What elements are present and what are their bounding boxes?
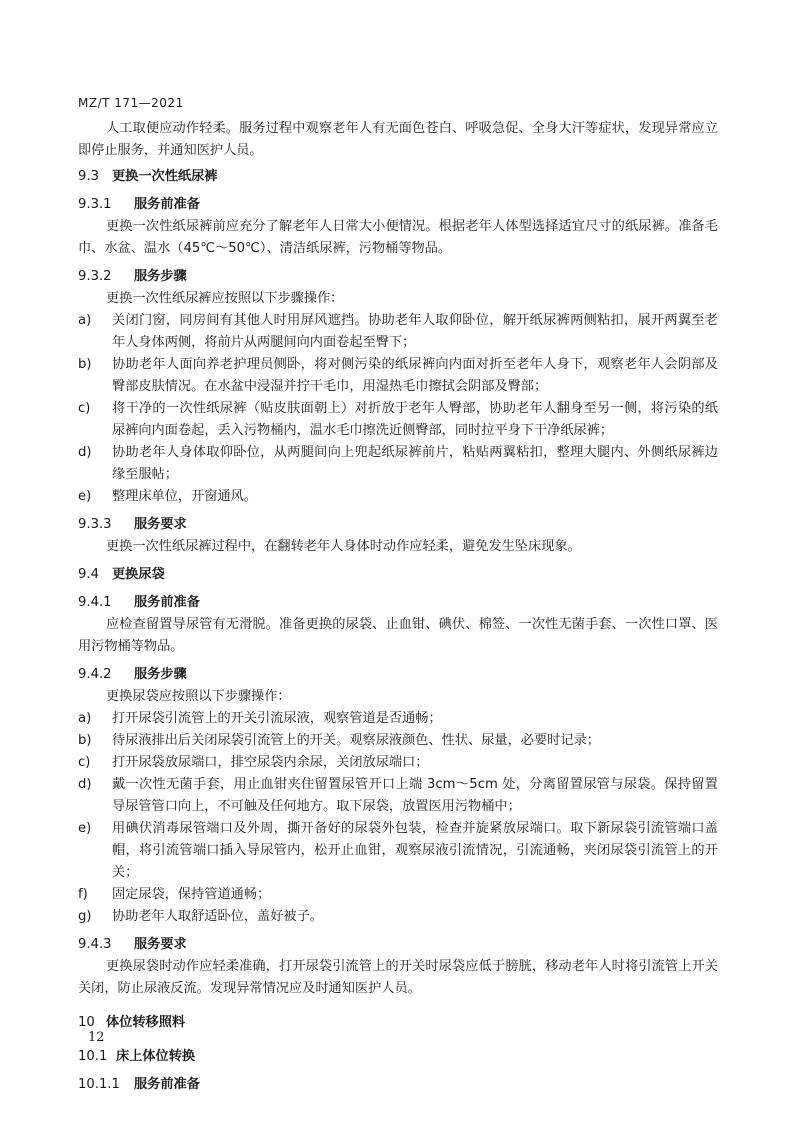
- paragraph-9-4-3: 更换尿袋时动作应轻柔准确，打开尿袋引流管上的开关时尿袋应低于膀胱，移动老年人时将引流管上开关关闭，防止尿液反流。发现异常情况应及时通知医护人员。: [78, 959, 718, 996]
- steps-list-9-4-2: [78, 708, 718, 928]
- section-heading-10: 10 体位转移照料: [78, 1015, 186, 1030]
- list-item: b) 协助老年人面向养老护理员侧卧，将对侧污染的纸尿裤向内面对折至老年人身下，观察老年人会阴部及臀部皮肤情况。在水盆中浸湿并拧干毛巾，用湿热毛巾擦拭会阴部及臀部；: [78, 357, 718, 394]
- section-heading-9-3: 9.3 更换一次性纸尿裤: [78, 169, 218, 184]
- list-item: e) 用碘伏消毒尿管端口及外周，撕开备好的尿袋外包装，检查并旋紧放尿端口。取下新尿袋引流管端口盖帽，将引流管端口插入导尿管内，松开止血钳，观察尿液引流情况，引流通畅，夹闭尿袋引流管上的开关；: [78, 821, 718, 880]
- list-item: g) 协助老年人取舒适卧位，盖好被子。: [78, 909, 323, 924]
- section-heading-9-3-1: 9.3.1 服务前准备: [78, 197, 200, 212]
- list-item: f) 固定尿袋，保持管道通畅；: [78, 887, 271, 902]
- intro-paragraph: 人工取便应动作轻柔。服务过程中观察老年人有无面色苍白、呼吸急促、全身大汗等症状，发现异常应立即停止服务，并通知医护人员。: [78, 121, 718, 158]
- list-item: d) 戴一次性无菌手套，用止血钳夹住留置尿管开口上端 3cm～5cm 处，分离留置尿管与尿袋。保持留置导尿管管口向上，不可触及任何地方。取下尿袋，放置医用污物桶中；: [78, 777, 718, 814]
- section-heading-9-4-1: 9.4.1 服务前准备: [78, 595, 200, 610]
- section-heading-10-1-1: 10.1.1 服务前准备: [78, 1077, 200, 1092]
- list-item: c) 打开尿袋放尿端口，排空尿袋内余尿，关闭放尿端口；: [78, 755, 429, 770]
- steps-intro-9-3-2: 更换一次性纸尿裤应按照以下步骤操作：: [106, 291, 344, 306]
- section-heading-10-1: 10.1 床上体位转换: [78, 1049, 196, 1064]
- section-heading-9-3-3: 9.3.3 服务要求: [78, 517, 187, 532]
- list-item: b) 待尿液排出后关闭尿袋引流管上的开关。观察尿液颜色、性状、尿量，必要时记录；: [78, 733, 600, 748]
- list-item: a) 打开尿袋引流管上的开关引流尿液，观察管道是否通畅；: [78, 711, 442, 726]
- list-item: c) 将干净的一次性纸尿裤（贴皮肤面朝上）对折放于老年人臀部，协助老年人翻身至另一侧，将污染的纸尿裤向内面卷起，丢入污物桶内，温水毛巾擦洗近侧臀部，同时拉平身下干净纸尿裤；: [78, 401, 718, 438]
- paragraph-9-3-3: 更换一次性纸尿裤过程中，在翻转老年人身体时动作应轻柔，避免发生坠床现象。: [106, 539, 581, 554]
- section-heading-9-3-2: 9.3.2 服务步骤: [78, 269, 187, 284]
- section-heading-9-4-2: 9.4.2 服务步骤: [78, 667, 187, 682]
- document-body: [78, 118, 718, 1096]
- steps-intro-9-4-2: 更换尿袋应按照以下步骤操作：: [106, 689, 291, 704]
- steps-list-9-3-2: [78, 310, 718, 508]
- paragraph-9-4-1: 应检查留置导尿管有无滑脱。准备更换的尿袋、止血钳、碘伏、棉签、一次性无菌手套、一次性口罩、医用污物桶等物品。: [78, 617, 718, 654]
- list-item: e) 整理床单位，开窗通风。: [78, 489, 258, 504]
- section-heading-9-4-3: 9.4.3 服务要求: [78, 937, 187, 952]
- list-item: d) 协助老年人身体取仰卧位，从两腿间向上兜起纸尿裤前片，粘贴两翼粘扣，整理大腿内、外侧纸尿裤边缘至服帖；: [78, 445, 718, 482]
- section-heading-9-4: 9.4 更换尿袋: [78, 567, 165, 582]
- list-item: a) 关闭门窗，同房间有其他人时用屏风遮挡。协助老年人取仰卧位，解开纸尿裤两侧粘扣，展开两翼至老年人身体两侧，将前片从两腿间向内面卷起至臀下；: [78, 313, 718, 350]
- page-number: 12: [88, 1030, 105, 1045]
- document-code: MZ/T 171—2021: [78, 96, 184, 110]
- paragraph-9-3-1: 更换一次性纸尿裤前应充分了解老年人日常大小便情况。根据老年人体型选择适宜尺寸的纸尿裤。准备毛巾、水盆、温水（45℃～50℃）、清洁纸尿裤，污物桶等物品。: [78, 219, 718, 256]
